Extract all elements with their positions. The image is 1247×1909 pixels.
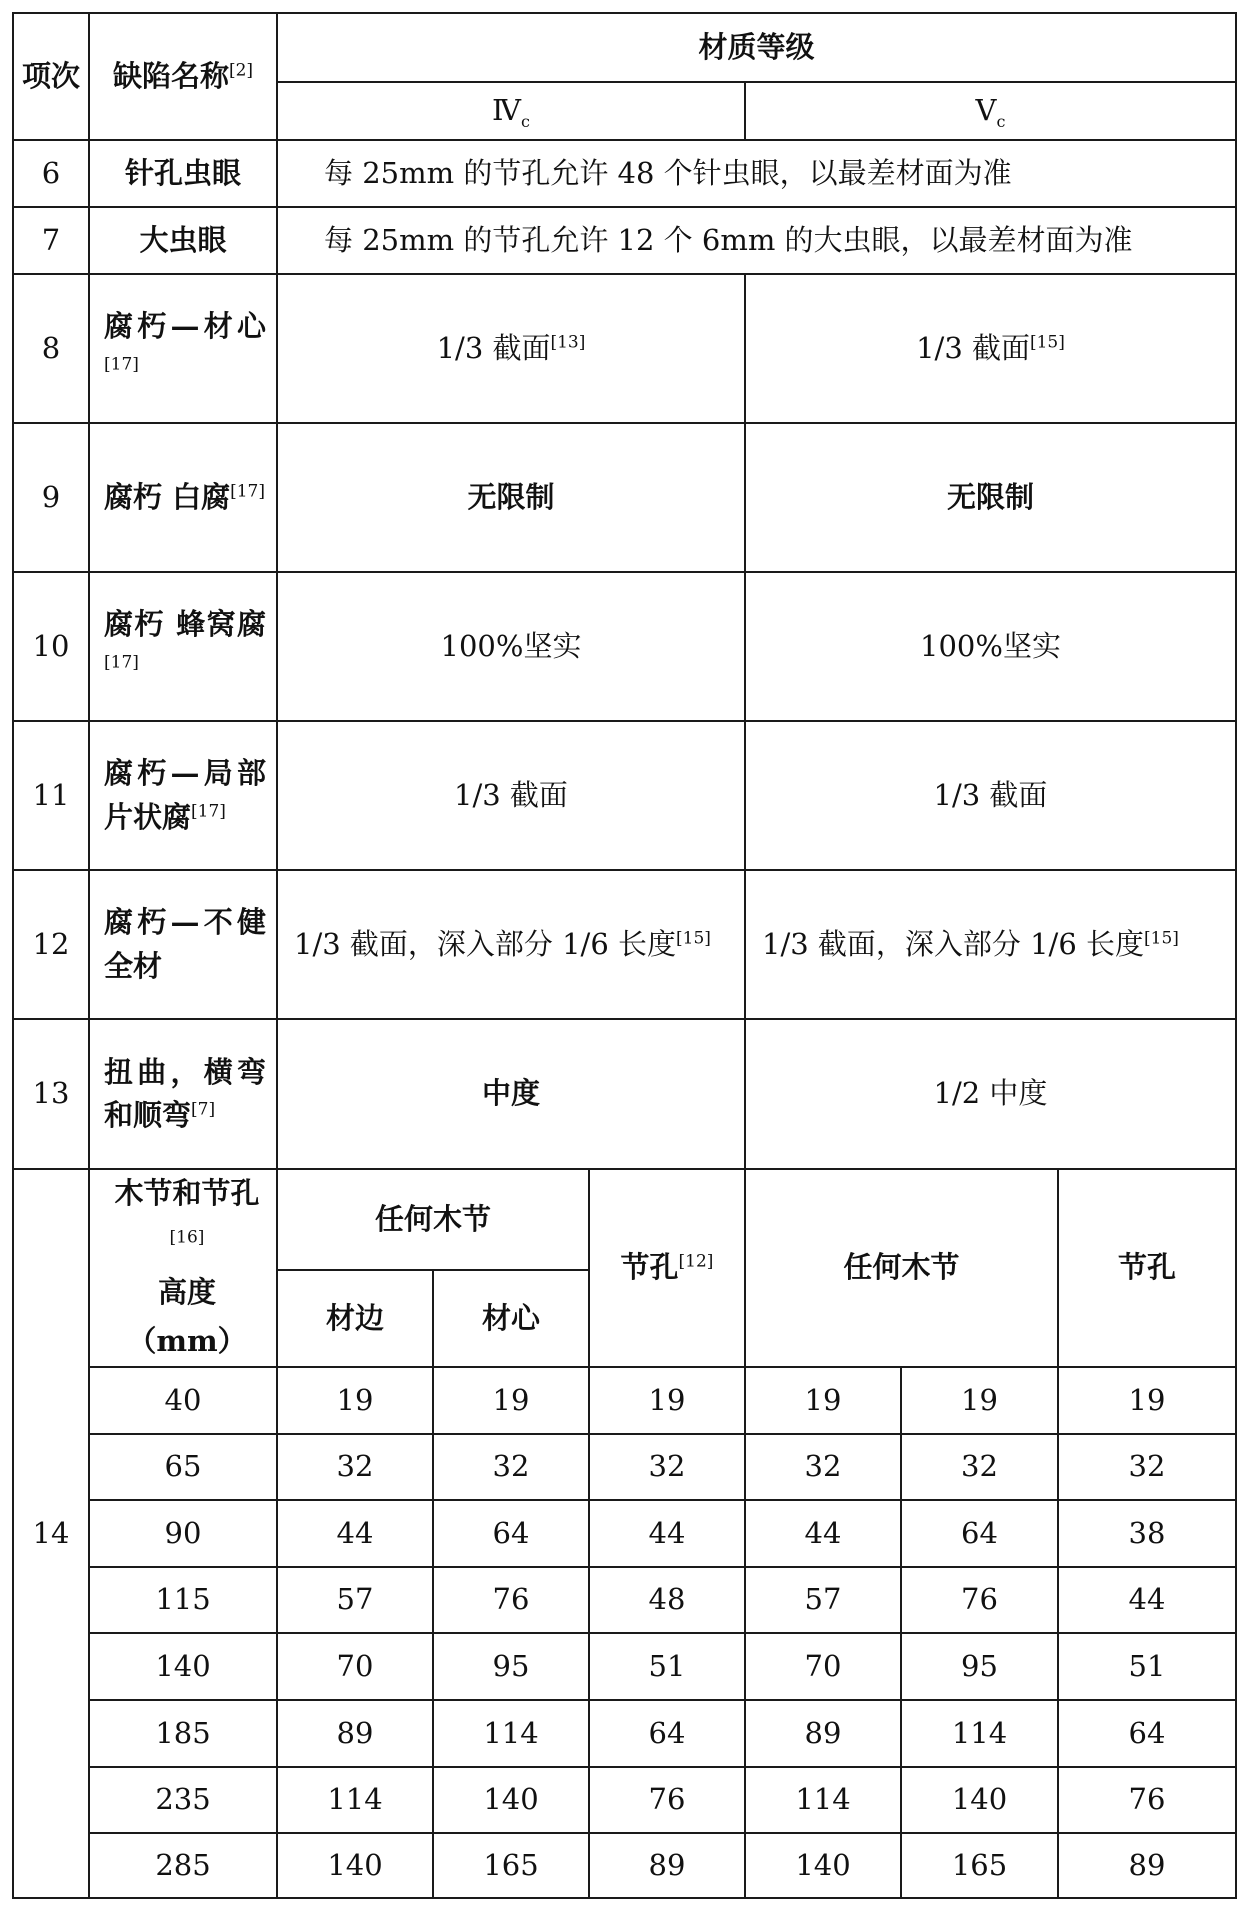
core-header: 材心 (432, 1269, 590, 1368)
any-knot-v-header: 任何木节 (744, 1168, 1059, 1368)
footnote-ref: [15] (1029, 332, 1065, 353)
row-10-name: 腐朽 蜂窝腐[17] (88, 571, 278, 722)
iv-hole-cell: 19 (588, 1366, 746, 1435)
v-hole-cell: 32 (1057, 1433, 1237, 1501)
hole-v-header: 节孔 (1057, 1168, 1237, 1368)
iv-hole-cell: 76 (588, 1766, 746, 1834)
row-9-grade-iv: 无限制 (276, 422, 746, 573)
header-item-no: 项次 (12, 12, 90, 141)
knot-height-cell: 140 (88, 1632, 278, 1701)
iv-edge-cell: 19 (276, 1366, 434, 1435)
footnote-ref: [15] (1144, 928, 1179, 949)
footnote-ref: [17] (104, 651, 139, 672)
row-14-no: 14 (12, 1168, 90, 1899)
footnote-ref: [17] (104, 353, 139, 374)
v-hole-cell: 44 (1057, 1566, 1237, 1634)
footnote-ref: [16] (169, 1227, 205, 1248)
v-hole-cell: 19 (1057, 1366, 1237, 1435)
header-grade-group: 材质等级 (276, 12, 1237, 83)
v-core-cell: 140 (900, 1766, 1059, 1834)
iv-core-cell: 114 (432, 1699, 590, 1768)
knot-height-cell: 65 (88, 1433, 278, 1501)
v-edge-cell: 114 (744, 1766, 902, 1834)
v-hole-cell: 89 (1057, 1832, 1237, 1899)
v-edge-cell: 44 (744, 1499, 902, 1568)
row-8-grade-v: 1/3 截面[15] (744, 273, 1237, 424)
iv-core-cell: 140 (432, 1766, 590, 1834)
v-core-cell: 76 (900, 1566, 1059, 1634)
iv-hole-cell: 64 (588, 1699, 746, 1768)
v-edge-cell: 140 (744, 1832, 902, 1899)
iv-hole-cell: 44 (588, 1499, 746, 1568)
row-12-grade-iv: 1/3 截面，深入部分 1/6 长度[15] (276, 869, 746, 1020)
row-9-name: 腐朽 白腐[17] (88, 422, 278, 573)
footnote-ref: [13] (550, 332, 586, 353)
row-10-grade-v: 100%坚实 (744, 571, 1237, 722)
v-hole-cell: 64 (1057, 1699, 1237, 1768)
v-edge-cell: 57 (744, 1566, 902, 1634)
edge-header: 材边 (276, 1269, 434, 1368)
knot-height-cell: 235 (88, 1766, 278, 1834)
row-11-grade-iv: 1/3 截面 (276, 720, 746, 871)
iv-core-cell: 95 (432, 1632, 590, 1701)
knot-height-cell: 115 (88, 1566, 278, 1634)
row-10-no: 10 (12, 571, 90, 722)
v-edge-cell: 19 (744, 1366, 902, 1435)
header-grade-iv: $Ⅳ_c$ (276, 81, 746, 141)
row-11-name: 腐朽—局部片状腐[17] (88, 720, 278, 871)
row-12-name: 腐朽—不健全材 (88, 869, 278, 1020)
row-8-grade-iv: 1/3 截面[13] (276, 273, 746, 424)
v-hole-cell: 76 (1057, 1766, 1237, 1834)
knot-height-cell: 40 (88, 1366, 278, 1435)
v-hole-cell: 51 (1057, 1632, 1237, 1701)
row-13-name: 扭曲，横弯和顺弯[7] (88, 1018, 278, 1170)
footnote-ref: [15] (676, 928, 711, 949)
row-11-grade-v: 1/3 截面 (744, 720, 1237, 871)
footnote-ref: [17] (191, 800, 226, 821)
row-8-no: 8 (12, 273, 90, 424)
iv-edge-cell: 32 (276, 1433, 434, 1501)
row-7-name: 大虫眼 (88, 206, 278, 275)
row-9-grade-v: 无限制 (744, 422, 1237, 573)
v-edge-cell: 32 (744, 1433, 902, 1501)
v-hole-cell: 38 (1057, 1499, 1237, 1568)
row-6-name: 针孔虫眼 (88, 139, 278, 208)
iv-edge-cell: 70 (276, 1632, 434, 1701)
iv-core-cell: 76 (432, 1566, 590, 1634)
v-core-cell: 64 (900, 1499, 1059, 1568)
v-core-cell: 95 (900, 1632, 1059, 1701)
v-core-cell: 165 (900, 1832, 1059, 1899)
v-core-cell: 32 (900, 1433, 1059, 1501)
row-9-no: 9 (12, 422, 90, 573)
row-13-grade-iv: 中度 (276, 1018, 746, 1170)
v-edge-cell: 70 (744, 1632, 902, 1701)
row-10-grade-iv: 100%坚实 (276, 571, 746, 722)
iv-edge-cell: 140 (276, 1832, 434, 1899)
iv-core-cell: 19 (432, 1366, 590, 1435)
v-core-cell: 114 (900, 1699, 1059, 1768)
row-13-no: 13 (12, 1018, 90, 1170)
footnote-ref: [7] (191, 1099, 216, 1120)
hole-iv-header: 节孔[12] (588, 1168, 746, 1368)
iv-edge-cell: 57 (276, 1566, 434, 1634)
row-6-text: 每 25mm 的节孔允许 48 个针虫眼，以最差材面为准 (276, 139, 1237, 208)
v-core-cell: 19 (900, 1366, 1059, 1435)
iv-edge-cell: 89 (276, 1699, 434, 1768)
knot-height-header: 木节和节孔[16] 高度（mm） (88, 1168, 278, 1368)
knot-height-cell: 185 (88, 1699, 278, 1768)
iv-core-cell: 165 (432, 1832, 590, 1899)
row-8-name: 腐朽—材心[17] (88, 273, 278, 424)
v-edge-cell: 89 (744, 1699, 902, 1768)
iv-hole-cell: 51 (588, 1632, 746, 1701)
row-11-no: 11 (12, 720, 90, 871)
row-6-no: 6 (12, 139, 90, 208)
iv-core-cell: 32 (432, 1433, 590, 1501)
row-12-grade-v: 1/3 截面，深入部分 1/6 长度[15] (744, 869, 1237, 1020)
iv-edge-cell: 44 (276, 1499, 434, 1568)
iv-edge-cell: 114 (276, 1766, 434, 1834)
knot-height-cell: 90 (88, 1499, 278, 1568)
iv-core-cell: 64 (432, 1499, 590, 1568)
any-knot-iv-header: 任何木节 (276, 1168, 590, 1271)
row-7-no: 7 (12, 206, 90, 275)
row-12-no: 12 (12, 869, 90, 1020)
footnote-ref: [2] (228, 60, 254, 81)
row-7-text: 每 25mm 的节孔允许 12 个 6mm 的大虫眼，以最差材面为准 (276, 206, 1237, 275)
header-grade-v: $Ⅴ_c$ (744, 81, 1237, 141)
iv-hole-cell: 32 (588, 1433, 746, 1501)
knot-height-cell: 285 (88, 1832, 278, 1899)
footnote-ref: [17] (230, 481, 266, 502)
header-defect-name: 缺陷名称[2] (88, 12, 278, 141)
footnote-ref: [12] (678, 1251, 714, 1272)
iv-hole-cell: 48 (588, 1566, 746, 1634)
row-13-grade-v: 1/2 中度 (744, 1018, 1237, 1170)
iv-hole-cell: 89 (588, 1832, 746, 1899)
